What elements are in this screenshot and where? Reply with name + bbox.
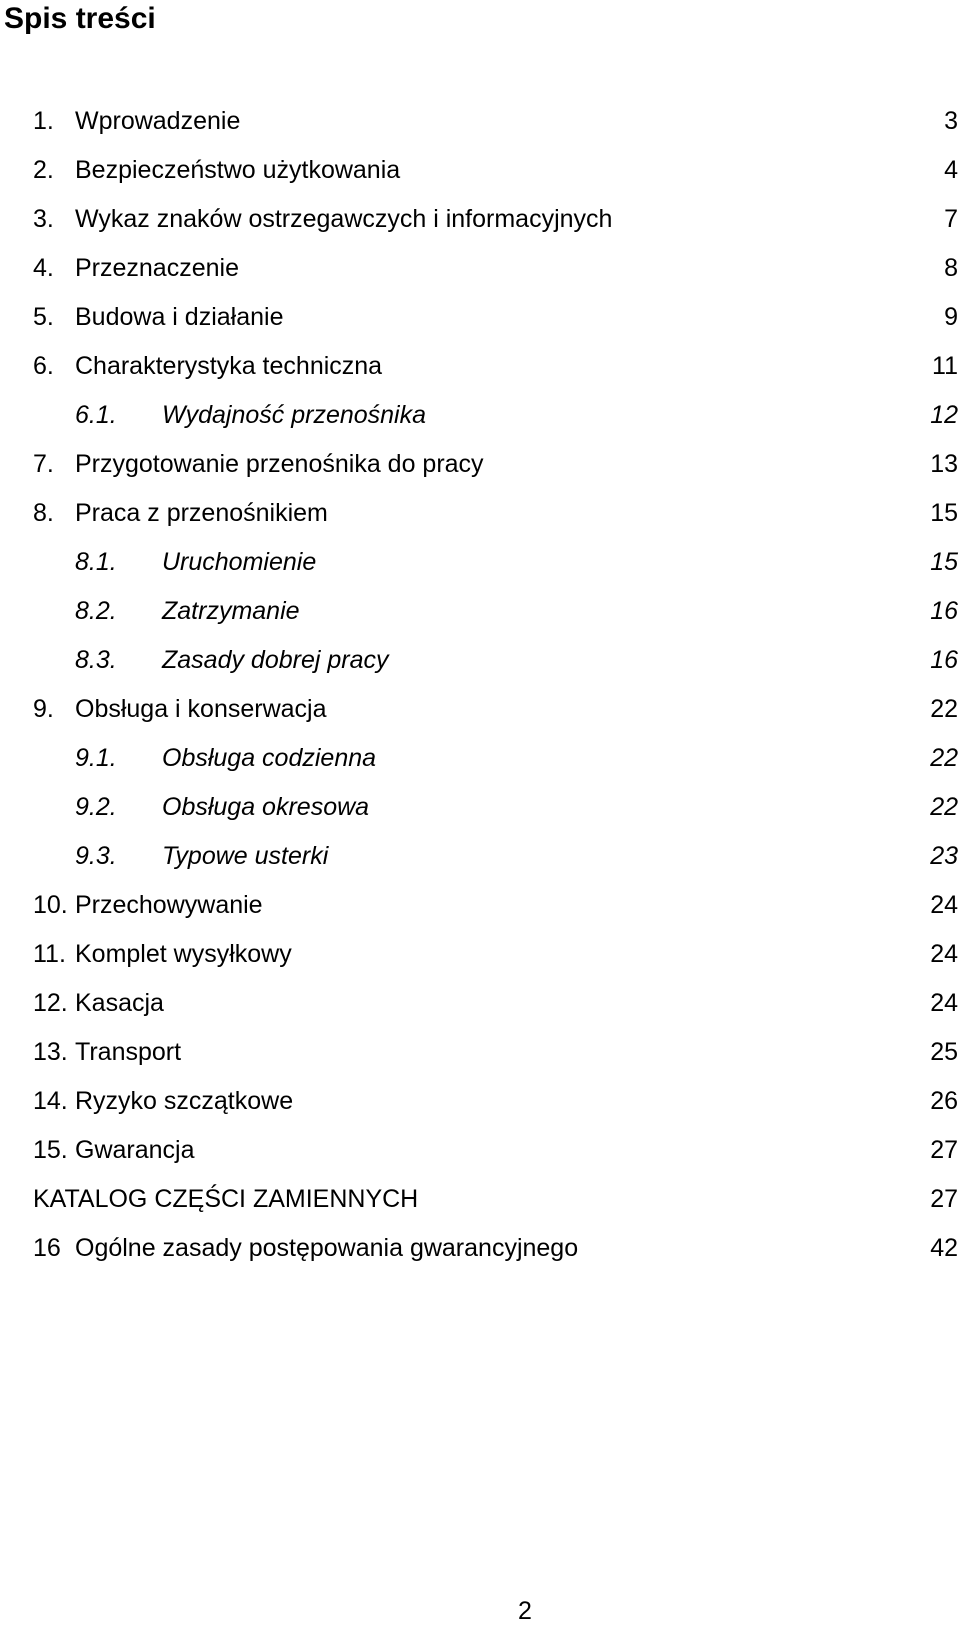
toc-entry-number: 14. (33, 1087, 68, 1115)
toc-entry-number: 1. (33, 107, 54, 135)
toc-entry-page: 13 (930, 450, 958, 478)
toc-entry-title: Bezpieczeństwo użytkowania (75, 156, 401, 184)
toc-entry (0, 342, 960, 391)
toc-entry-title: Ogólne zasady postępowania gwarancyjnego (75, 1234, 579, 1262)
toc-entry (0, 146, 960, 195)
toc-entry-title: Komplet wysyłkowy (75, 940, 292, 968)
toc-entry (0, 685, 960, 734)
toc-entry-page: 16 (930, 646, 958, 674)
toc-entry-page: 24 (930, 891, 958, 919)
toc-entry-number: 7. (33, 450, 54, 478)
toc-entry-title: Gwarancja (75, 1136, 195, 1164)
toc-entry-page: 23 (930, 842, 958, 870)
toc-entry (0, 244, 960, 293)
toc-entry (0, 979, 960, 1028)
toc-entry-number: 8.3. (75, 646, 117, 674)
page-title: Spis treści (4, 2, 156, 35)
toc-entry (0, 636, 960, 685)
toc-entry-number: 2. (33, 156, 54, 184)
toc-entry-number: 16 (33, 1234, 61, 1262)
toc-entry (0, 391, 960, 440)
toc-entry-page: 15 (930, 548, 958, 576)
toc-entry-title: Obsługa codzienna (162, 744, 377, 772)
toc-entry (0, 734, 960, 783)
toc-entry-number: 15. (33, 1136, 68, 1164)
toc-entry-title: Uruchomienie (162, 548, 317, 576)
toc-entry-number: 9. (33, 695, 54, 723)
toc-entry-number: 11. (33, 940, 66, 968)
toc-entry-page: 16 (930, 597, 958, 625)
toc-entry-title: Zasady dobrej pracy (162, 646, 389, 674)
toc-entry-page: 42 (930, 1234, 958, 1262)
toc-entry-number: 8.1. (75, 548, 117, 576)
toc-entry-page: 12 (930, 401, 958, 429)
toc-entry-title: Zatrzymanie (162, 597, 300, 625)
toc-entry-number: 9.3. (75, 842, 117, 870)
toc-entry-page: 24 (930, 940, 958, 968)
toc-entry-page: 27 (930, 1185, 958, 1213)
toc-entry-page: 25 (930, 1038, 958, 1066)
toc-entry-page: 4 (944, 156, 958, 184)
toc-entry-page: 3 (944, 107, 958, 135)
toc-entry (0, 440, 960, 489)
toc-entry-title: Praca z przenośnikiem (75, 499, 328, 527)
toc-entry-title: Wykaz znaków ostrzegawczych i informacyjnych (75, 205, 613, 233)
toc-entry-page: 22 (930, 744, 958, 772)
toc-entry (0, 489, 960, 538)
toc-entry (0, 293, 960, 342)
toc-entry (0, 195, 960, 244)
toc-entry-title: Typowe usterki (162, 842, 329, 870)
toc-entry-number: 9.2. (75, 793, 117, 821)
toc-entry (0, 1028, 960, 1077)
toc-entry-number: 6.1. (75, 401, 117, 429)
toc-entry-title: Obsługa i konserwacja (75, 695, 327, 723)
toc-entry-page: 26 (930, 1087, 958, 1115)
toc-entry (0, 538, 960, 587)
toc-entry (0, 930, 960, 979)
toc-entry-page: 7 (944, 205, 958, 233)
toc-entry-page: 9 (944, 303, 958, 331)
table-of-contents (0, 97, 960, 1273)
toc-entry-page: 24 (930, 989, 958, 1017)
toc-entry-number: 3. (33, 205, 54, 233)
toc-entry (0, 832, 960, 881)
toc-entry-number: 10. (33, 891, 68, 919)
toc-entry (0, 783, 960, 832)
toc-entry-page: 8 (944, 254, 958, 282)
toc-entry-page: 15 (930, 499, 958, 527)
toc-entry-title: Transport (75, 1038, 182, 1066)
toc-entry-title: Budowa i działanie (75, 303, 284, 331)
toc-entry-number: 6. (33, 352, 54, 380)
toc-entry-page: 22 (930, 793, 958, 821)
toc-entry-title: Kasacja (75, 989, 164, 1017)
toc-entry-title: Przygotowanie przenośnika do pracy (75, 450, 484, 478)
toc-entry (0, 97, 960, 146)
toc-entry-title: Obsługa okresowa (162, 793, 370, 821)
toc-entry (0, 587, 960, 636)
toc-entry-title: KATALOG CZĘŚCI ZAMIENNYCH (33, 1185, 419, 1213)
toc-entry-number: 8.2. (75, 597, 117, 625)
toc-entry (0, 1224, 960, 1273)
toc-entry-number: 8. (33, 499, 54, 527)
toc-entry (0, 1126, 960, 1175)
toc-entry-page: 22 (930, 695, 958, 723)
toc-entry-title: Wydajność przenośnika (162, 401, 427, 429)
toc-entry-number: 13. (33, 1038, 68, 1066)
toc-entry (0, 881, 960, 930)
toc-entry-page: 27 (930, 1136, 958, 1164)
toc-entry-title: Charakterystyka techniczna (75, 352, 383, 380)
toc-entry-number: 9.1. (75, 744, 117, 772)
toc-entry-title: Przeznaczenie (75, 254, 239, 282)
toc-entry-page: 11 (932, 352, 958, 380)
page-number: 2 (518, 1597, 532, 1625)
toc-entry-title: Wprowadzenie (75, 107, 241, 135)
toc-entry (0, 1077, 960, 1126)
toc-entry-number: 4. (33, 254, 54, 282)
toc-entry (0, 1175, 960, 1224)
toc-entry-number: 5. (33, 303, 54, 331)
toc-entry-title: Ryzyko szczątkowe (75, 1087, 294, 1115)
toc-entry-title: Przechowywanie (75, 891, 263, 919)
toc-entry-number: 12. (33, 989, 68, 1017)
